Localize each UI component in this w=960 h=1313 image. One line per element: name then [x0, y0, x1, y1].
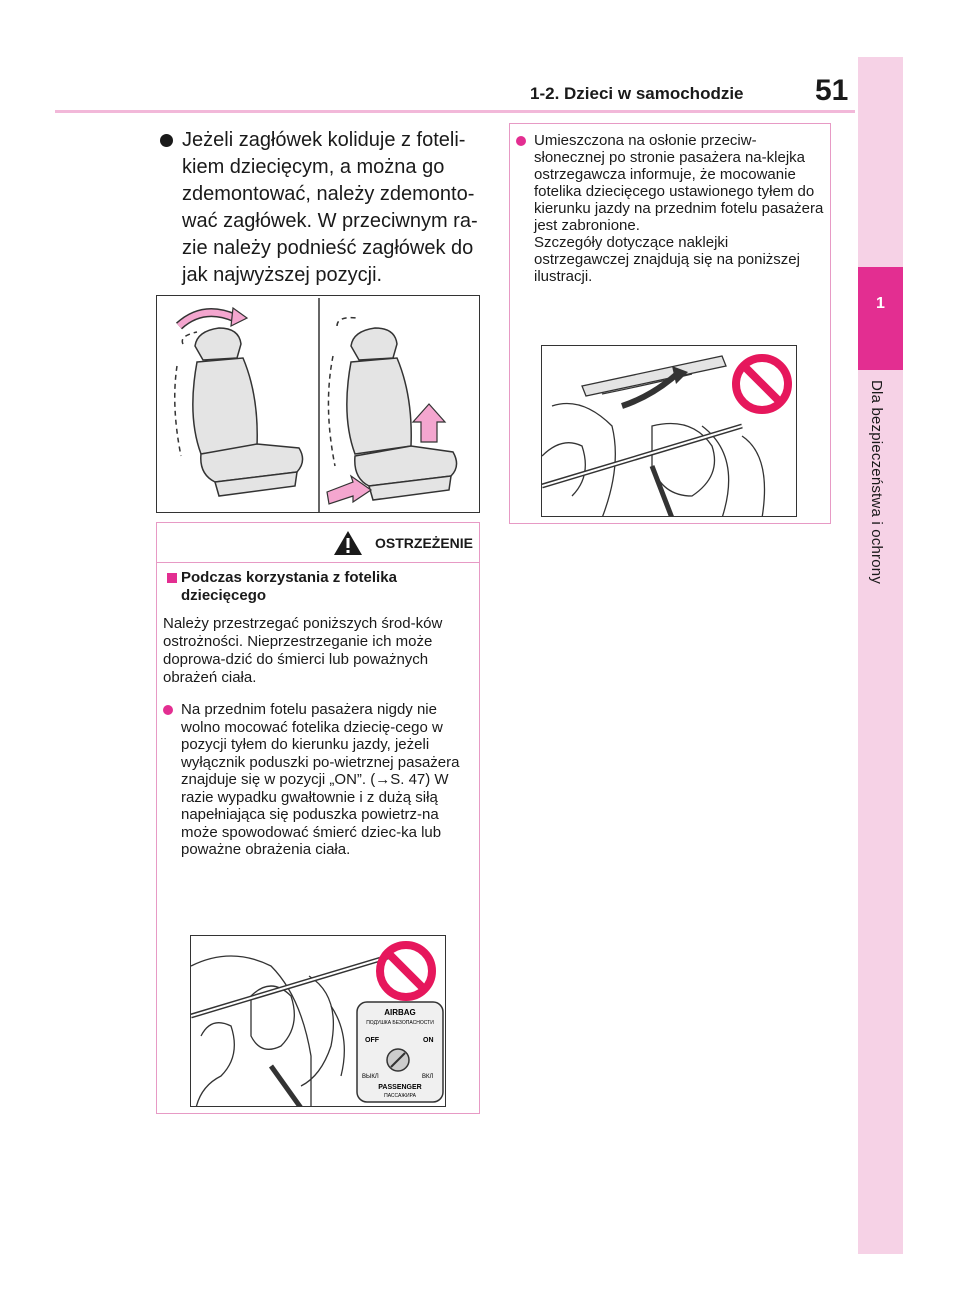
warning-title: OSTRZEŻENIE: [375, 535, 474, 551]
seat-drawing: [157, 296, 480, 513]
warning-subtitle: [157, 569, 477, 605]
side-strip: [858, 57, 903, 1254]
sunvisor-note-text: Szczegóły dotyczące naklejki ostrzegawczej znajdują się na poniższej ilustracji.: [534, 234, 800, 285]
header-rule: [55, 110, 855, 113]
headrest-illustration: [156, 295, 480, 513]
airbag-label: AIRBAG: [384, 1008, 416, 1017]
sunvisor-info: [516, 132, 826, 285]
chapter-number: 1: [876, 295, 885, 312]
airbag-on-label: ON: [423, 1037, 434, 1044]
warning-subtitle-text: Podczas korzystania z fotelika dziecięcego: [181, 569, 397, 604]
sunvisor-drawing: [542, 346, 797, 517]
airbag-on-ru-label: ВКЛ: [422, 1074, 434, 1080]
sunvisor-illustration: [541, 345, 797, 517]
warning-bullet-text: Na przednim fotelu pasażera nigdy nie wolno mocować fotelika dziecię-cego w pozycji tyłem do kierunku jazdy, jeżeli wyłącznik poduszki po-wietrznej pasażera znajduje się w pozycji „ON”. (→S. 47) W razie wypadku gwałtownie i z dużą siłą napełniająca się poduszka powietrz-na może spowodować śmierć dziec-ka lub poważne obrażenia ciała.: [181, 701, 460, 858]
headrest-instruction: [160, 127, 490, 289]
square-bullet-icon: [167, 573, 177, 583]
chapter-tab[interactable]: [858, 267, 903, 370]
airbag-sublabel: ПОДУШКА БЕЗОПАСНОСТИ: [366, 1020, 434, 1026]
chapter-label: Dla bezpieczeństwa i ochrony: [868, 380, 885, 585]
pink-bullet-icon: [516, 136, 526, 146]
airbag-passenger-ru-label: ПАССАЖИРА: [384, 1093, 416, 1099]
bullet-dot-icon: [160, 134, 173, 147]
prohibition-icon: [380, 945, 432, 997]
prohibition-icon: [736, 358, 788, 410]
headrest-instruction-text: Jeżeli zagłówek koliduje z foteli-kiem dziecięcym, a można go zdemontować, należy zdemonto-wać zagłówek. W przeciwnym ra-zie należy podnieść zagłówek do jak najwyższej pozycji.: [182, 129, 478, 286]
section-title: 1-2. Dzieci w samochodzie: [530, 84, 744, 103]
airbag-passenger-label: PASSENGER: [378, 1084, 422, 1091]
page-number: 51: [815, 74, 849, 107]
warning-header: [157, 523, 479, 563]
pink-bullet-icon: [163, 705, 173, 715]
airbag-drawing: [191, 936, 446, 1107]
warning-triangle-icon: [333, 530, 363, 556]
warning-intro: Należy przestrzegać poniższych środ-ków ostrożności. Nieprzestrzeganie ich może doprowa-dzić do śmierci lub poważnych obrażeń ciała.: [163, 615, 443, 686]
airbag-illustration: [190, 935, 446, 1107]
sunvisor-info-text: Umieszczona na osłonie przeciw-słonecznej po stronie pasażera na-klejka ostrzegawcza informuje, że mocowanie fotelika dziecięcego ustawionego tyłem do kierunku jazdy na przednim fotelu pasażera jest zabronione.: [534, 132, 824, 234]
airbag-off-label: OFF: [365, 1037, 379, 1044]
airbag-off-ru-label: ВЫКЛ: [362, 1074, 379, 1080]
warning-bullet: [163, 701, 475, 859]
